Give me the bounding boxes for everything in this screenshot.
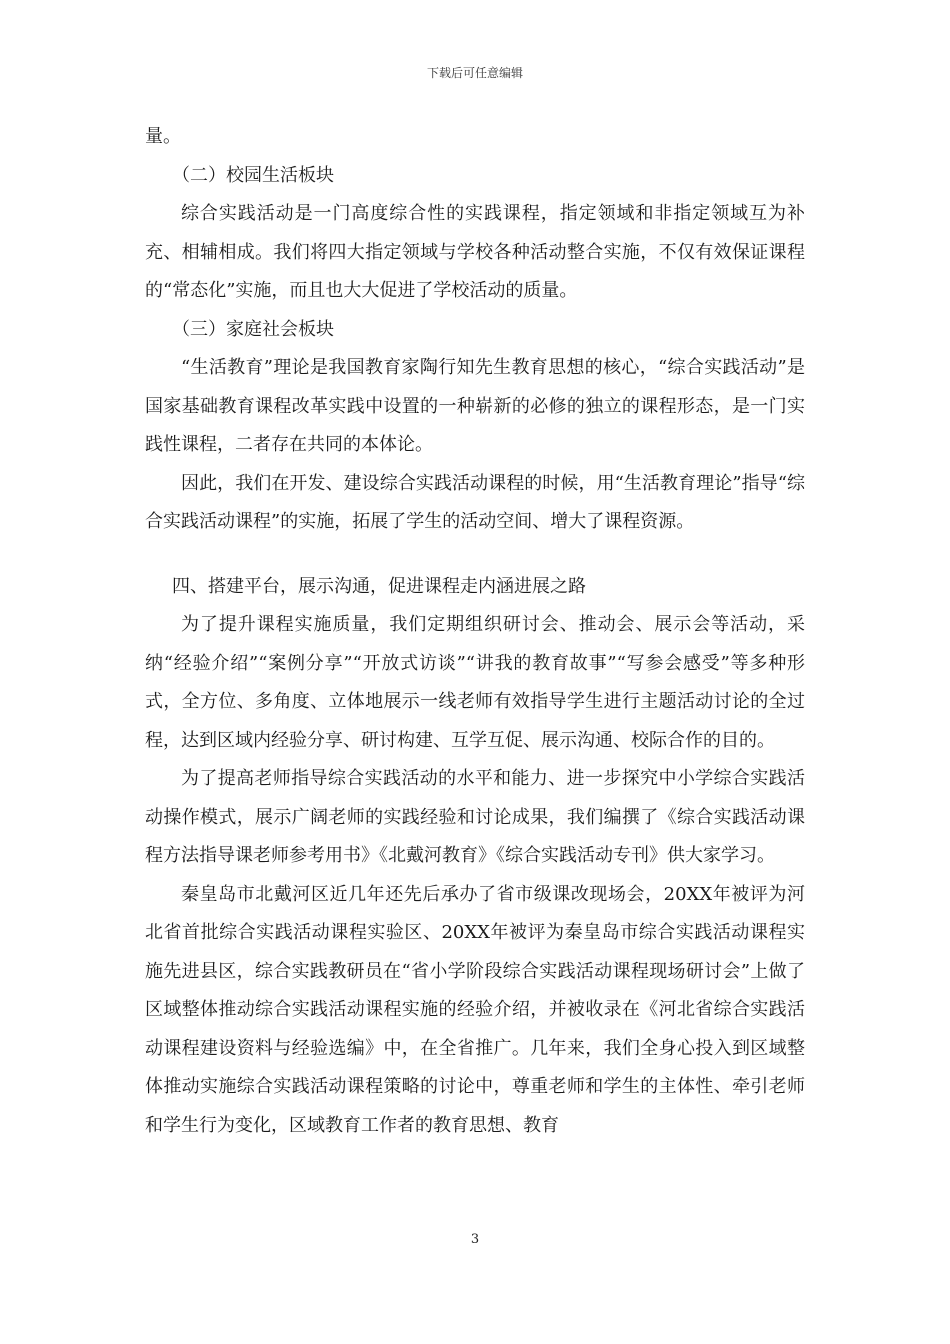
paragraph-teacher-ability: 为了提高老师指导综合实践活动的水平和能力、进一步探究中小学综合实践活动操作模式，展示广阔老师的实践经验和讨论成果，我们编撰了《综合实践活动课程方法指导课老师参考用书》《北戴河教育》《综合实践活动专刊》供大家学习。 [145,768,805,866]
page-number: 3 [470,1232,480,1247]
paragraph-therefore: 因此，我们在开发、建设综合实践活动课程的时候，用“生活教育理论”指导“综合实践活动课程”的实施，拓展了学生的活动空间、增大了课程资源。 [145,472,805,532]
paragraph-continuation: 量。 [145,126,181,147]
page-header: 下载后可任意编辑 [426,66,523,80]
paragraph-life-education: “生活教育”理论是我国教育家陶行知先生教育思想的核心，“综合实践活动”是国家基础教育课程改革实践中设置的一种崭新的必修的独立的课程形态，是一门实践性课程，二者存在共同的本体论。 [145,357,805,455]
section-heading-family-society: （三）家庭社会板块 [172,318,334,340]
section-heading-campus-life: （二）校园生活板块 [172,164,334,186]
paragraph-qinhuangdao: 秦皇岛市北戴河区近几年还先后承办了省市级课改现场会，20XX年被评为河北省首批综合实践活动课程实验区、20XX年被评为秦皇岛市综合实践活动课程实施先进县区，综合实践教研员在“省小学阶段综合实践活动课程现场研讨会”上做了区域整体推动综合实践活动课程实施的经验介绍，并被收录在《河北省综合实践活动课程建设资料与经验选编》中，在全省推广。几年来，我们全身心投入到区域整体推动实施综合实践活动课程策略的讨论中，尊重老师和学生的主体性、牵引老师和学生行为变化，区域教育工作者的教育思想、教育 [145,883,805,1136]
paragraph-quality: 为了提升课程实施质量，我们定期组织研讨会、推动会、展示会等活动，采纳“经验介绍”“案例分享”“开放式访谈”“讲我的教育故事”“写参会感受”等多种形式，全方位、多角度、立体地展示一线老师有效指导学生进行主题活动讨论的全过程，达到区域内经验分享、研讨构建、互学互促、展示沟通、校际合作的目的。 [145,614,805,751]
section-heading-platform: 四、搭建平台，展示沟通，促进课程走内涵进展之路 [172,575,586,597]
paragraph-campus-life: 综合实践活动是一门高度综合性的实践课程，指定领域和非指定领域互为补充、相辅相成。我们将四大指定领域与学校各种活动整合实施，不仅有效保证课程的“常态化”实施，而且也大大促进了学校活动的质量。 [145,203,805,301]
body-text [145,118,805,1145]
